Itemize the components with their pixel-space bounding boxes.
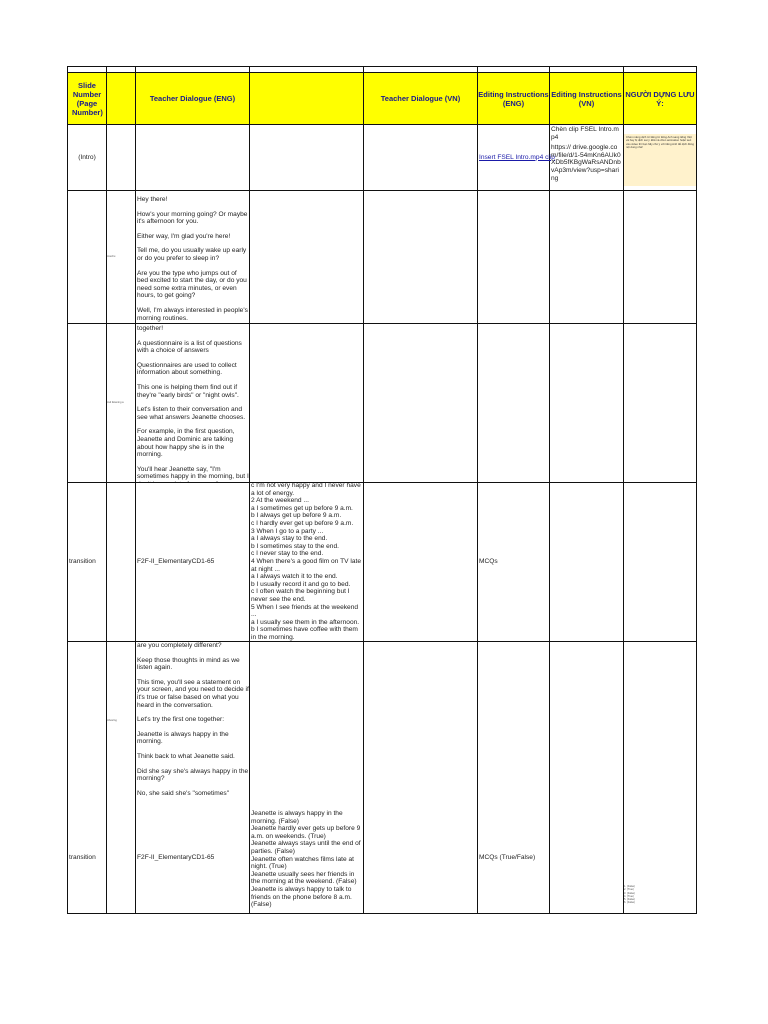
slide-number: (Intro) — [78, 153, 96, 161]
grid-line — [549, 66, 550, 914]
dialogue-line: How's your morning going? Or maybe it's afternoon for you. — [137, 210, 248, 226]
dialogue-line: Let's listen to their conversation and see what answers Jeanette chooses. — [137, 406, 246, 421]
answer-key-cell — [624, 885, 696, 911]
question-type: MCQs — [479, 558, 498, 566]
question-line: 2 At the weekend ... — [251, 497, 309, 505]
dialogue-line: This one is helping them find out if they're "early birds" or "night owls". — [137, 383, 239, 399]
answer-line: 5. (False) — [624, 898, 635, 902]
question-line: a I usually see them in the afternoon. — [251, 618, 360, 626]
editing-instructions-eng-cell — [478, 802, 549, 913]
drive-url[interactable]: https:// drive.google.com/file/d/1-54mKn6AUk0XDb5fKBgWaRsANDnbvAp3m/view?usp=sharing — [551, 144, 621, 182]
grid-line — [363, 66, 364, 914]
dialogue-line: Jeanette is always happy in the morning. — [137, 730, 229, 746]
question-line: 3 When I go to a party ... — [251, 527, 324, 535]
answer-line: 2. (True) — [624, 888, 634, 892]
note-cell — [624, 134, 696, 186]
row-label-text: Jouchu — [107, 255, 116, 259]
dialogue-line: Hey there! — [137, 196, 168, 203]
statement-line: friends on the phone before 8 a.m. — [251, 893, 352, 901]
grid-line — [67, 66, 697, 67]
dialogue-line: This time, you'll see a statement on your screen, and you need to decide if it's true or false based on what you heard in the conversation. — [137, 678, 249, 709]
header-label: Slide Number (Page Number) — [72, 80, 103, 117]
question-list-cell — [250, 482, 363, 641]
header-blank — [107, 73, 135, 124]
dialogue-line: Think back to what Jeanette said. — [137, 752, 235, 760]
answer-line: 3. (False) — [624, 891, 635, 895]
header-teacher-dialogue-vn — [364, 73, 477, 124]
answer-line: 6. (False) — [624, 901, 635, 905]
dialogue-line: are you completely different? — [137, 642, 222, 649]
row-label — [107, 324, 135, 482]
teacher-dialogue-cell — [136, 196, 250, 323]
spreadsheet — [67, 66, 697, 914]
slide-number: transition — [69, 853, 96, 861]
row-label — [107, 191, 135, 323]
question-line: c I often watch the beginning but I — [251, 588, 350, 596]
header-label: NGƯỜI DỰNG LƯU Ý: — [625, 89, 695, 108]
instruction-text: Chèn clip FSEL Intro.mp4 — [551, 126, 619, 141]
dialogue-line: Well, I'm always interested in people's morning routines. — [137, 306, 248, 322]
header-label: Editing Instructions (VN) — [551, 89, 622, 108]
question-line: a I always stay to the end. — [251, 535, 328, 543]
audio-track-cell — [136, 483, 249, 641]
row-label-text: Jdvoring — [107, 719, 117, 723]
answer-line: 4. (True) — [624, 894, 634, 898]
dialogue-line: Are you the type who jumps out of bed excited to start the day, or do you need some extra minutes, or even hours, to get going? — [137, 269, 247, 300]
dialogue-line: Either way, I'm glad you're here! — [137, 232, 231, 240]
editing-instructions-vn-cell — [550, 126, 623, 190]
grid-line — [67, 190, 697, 191]
teacher-dialogue-cell — [136, 325, 250, 482]
statement-line: Jeanette always stays until the end of — [251, 840, 361, 848]
editing-instructions-eng-cell — [478, 483, 549, 641]
slide-number-cell — [68, 483, 106, 641]
header-label: Editing Instructions (ENG) — [478, 89, 549, 108]
question-line: at night ... — [251, 565, 280, 573]
audio-track: F2F-II_ElementaryCD1-65 — [137, 853, 215, 861]
statement-line: Jeanette hardly ever gets up before 9 — [251, 825, 361, 833]
row-label — [107, 642, 135, 800]
dialogue-line: A questionnaire is a list of questions with a choice of answers — [137, 339, 242, 355]
dialogue-line: For example, in the first question, Jeanette and Dominic are talking about how happy she is in the morning. — [137, 428, 235, 459]
question-line: b I sometimes stay to the end. — [251, 542, 339, 550]
statement-line: morning. (False) — [251, 817, 300, 825]
dialogue-line: No, she said she's "sometimes" — [137, 789, 230, 797]
clip-link[interactable]: Insert FSEL Intro.mp4 clip — [479, 153, 555, 161]
header-editing-instructions-vn — [550, 73, 623, 124]
question-line: ... — [251, 611, 257, 619]
grid-line — [623, 66, 624, 914]
slide-number: transition — [69, 558, 96, 566]
statement-line: Jeanette often watches films late at — [251, 855, 354, 863]
question-line: never see the end. — [251, 595, 306, 603]
question-line: b I always get up before 9 a.m. — [251, 512, 342, 520]
header-editing-instructions-eng — [478, 73, 549, 124]
header-blank — [250, 73, 363, 124]
grid-line — [67, 913, 697, 914]
statement-line: Jeanette is always happy in the — [251, 810, 343, 817]
answer-line: 1. (False) — [624, 885, 635, 888]
dialogue-line: Tell me, do you usually wake up early or do you prefer to sleep in? — [137, 247, 247, 262]
dialogue-line: Let's try the first one together: — [137, 716, 225, 724]
question-line: a I sometimes get up before 9 a.m. — [251, 504, 353, 512]
header-label: Teacher Dialogue (ENG) — [149, 94, 236, 103]
audio-track-cell — [136, 802, 249, 913]
statement-line: (False) — [251, 901, 272, 909]
slide-number-cell — [68, 802, 106, 913]
dialogue-line: Keep those thoughts in mind as we listen again. — [137, 656, 240, 672]
header-teacher-dialogue-eng — [136, 73, 249, 124]
question-line: c I never stay to the end. — [251, 550, 324, 558]
header-slide-number — [68, 73, 106, 124]
question-line: b I usually record it and go to bed. — [251, 580, 351, 588]
grid-line — [696, 66, 697, 914]
question-line: c I hardly ever get up before 9 a.m. — [251, 519, 354, 527]
header-nguoi-dung-luu-y — [624, 73, 696, 124]
question-line: a lot of energy. — [251, 489, 295, 497]
statement-line: Jeanette is always happy to talk to — [251, 885, 352, 893]
question-line: in the morning. — [251, 633, 295, 641]
question-line: b I sometimes have coffee with them — [251, 626, 358, 634]
note-text: Chèn màng dịch từ tiếng từ tiếng Anh sang tiếng Việt và hay bị dịch sai ý. Đã mà chèn animation hoặc text vào video thì bạn hãy chú ý với tiếng Anh để dịch đúng nội dung nhé! — [626, 135, 694, 150]
statement-line: parties. (False) — [251, 847, 295, 855]
header-label: Teacher Dialogue (VN) — [380, 94, 461, 103]
statement-line: a.m. on weekends. (True) — [251, 832, 326, 840]
dialogue-line: Did she say she's always happy in the morning? — [137, 767, 249, 783]
question-line: a I always watch it to the end. — [251, 573, 338, 581]
statement-line: night. (True) — [251, 863, 287, 871]
slide-number-cell — [68, 125, 106, 190]
dialogue-line: Questionnaires are used to collect information about something. — [137, 361, 237, 377]
question-type: MCQs (True/False) — [479, 853, 536, 861]
question-line: 5 When I see friends at the weekend — [251, 603, 359, 611]
dialogue-line: You'll hear Jeanette say, "I'm sometimes happy in the morning, but I — [137, 465, 249, 481]
grid-line — [67, 323, 697, 324]
teacher-dialogue-cell — [136, 642, 250, 797]
statement-list-cell — [250, 810, 363, 910]
dialogue-line: together! — [137, 325, 164, 332]
audio-track: F2F-II_ElementaryCD1-65 — [137, 558, 215, 566]
question-line: 4 When there's a good film on TV late — [251, 557, 361, 565]
question-line: c I'm not very happy and I never have — [251, 482, 361, 489]
grid-line — [67, 124, 697, 125]
row-label-text: Jud listening a — [107, 401, 124, 405]
statement-line: the morning at the weekend. (False) — [251, 878, 357, 886]
statement-line: Jeanette usually sees her friends in — [251, 870, 355, 878]
